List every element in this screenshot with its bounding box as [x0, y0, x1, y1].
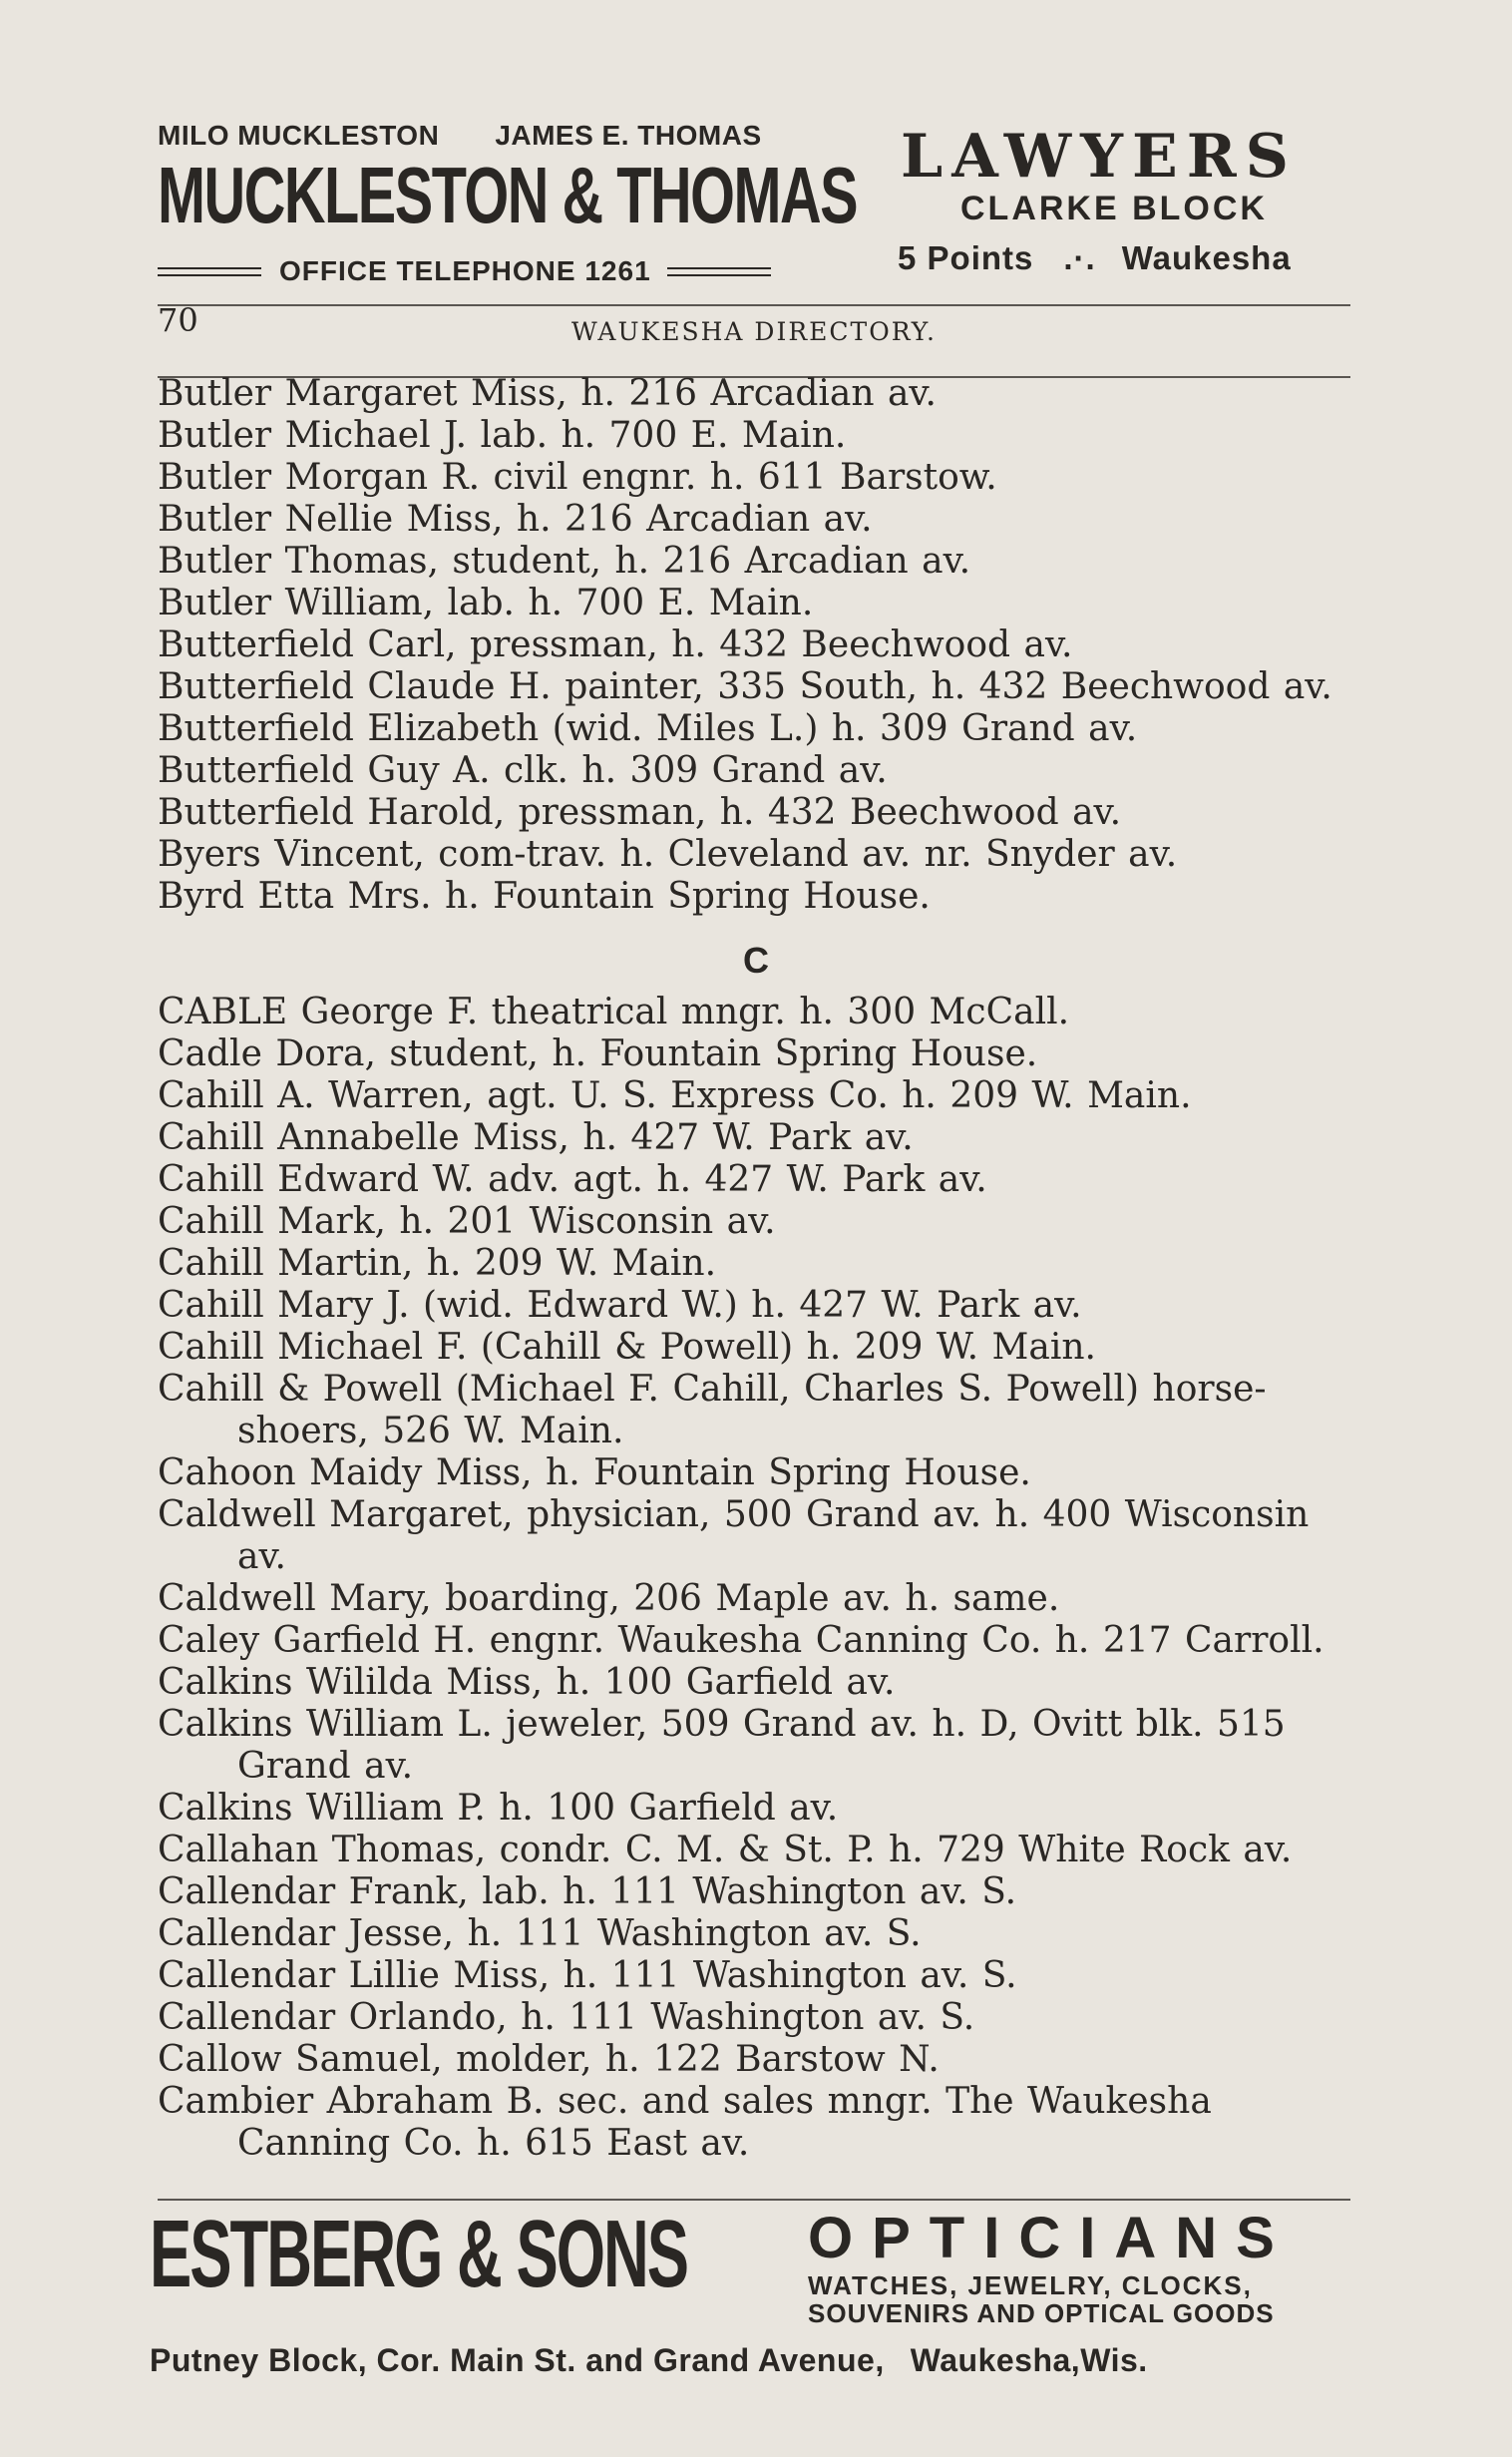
- firm-location: [898, 239, 1292, 277]
- directory-entry: Butler Nellie Miss, h. 216 Arcadian av.: [158, 499, 873, 540]
- directory-entry: Cahill Annabelle Miss, h. 427 W. Park av.: [158, 1117, 914, 1158]
- directory-entry: Calkins William P. h. 100 Garfield av.: [158, 1788, 839, 1829]
- directory-entry: Callow Samuel, molder, h. 122 Barstow N.: [158, 2039, 940, 2080]
- directory-entry: Butler Morgan R. civil engnr. h. 611 Barstow.: [158, 457, 997, 498]
- directory-entry: Butler Margaret Miss, h. 216 Arcadian av.: [158, 373, 937, 414]
- directory-entry: Caley Garfield H. engnr. Waukesha Canning Co. h. 217 Carroll.: [158, 1620, 1324, 1661]
- directory-entry: Calkins Wililda Miss, h. 100 Garfield av.: [158, 1662, 896, 1703]
- directory-entry: Butler Michael J. lab. h. 700 E. Main.: [158, 415, 847, 456]
- profession-heading: LAWYERS: [901, 122, 1298, 192]
- directory-entry: Callendar Orlando, h. 111 Washington av. S.: [158, 1997, 975, 2038]
- partner-names: [158, 120, 762, 152]
- directory-entry: Cahill Mary J. (wid. Edward W.) h. 427 W. Park av.: [158, 1285, 1082, 1326]
- directory-entry: Callendar Frank, lab. h. 111 Washington av. S.: [158, 1871, 1017, 1912]
- directory-entry: Cahill Michael F. (Cahill & Powell) h. 209 W. Main.: [158, 1327, 1096, 1368]
- decorative-rule: [158, 267, 261, 276]
- directory-entry: Cahill Mark, h. 201 Wisconsin av.: [158, 1201, 776, 1242]
- phone-row: [158, 247, 846, 295]
- office-telephone: OFFICE TELEPHONE 1261: [279, 255, 651, 286]
- section-b-entries: [158, 373, 1354, 918]
- directory-entry: Butler William, lab. h. 700 E. Main.: [158, 583, 814, 623]
- partner-name: JAMES E. THOMAS: [495, 120, 762, 151]
- directory-entry: Butterfield Guy A. clk. h. 309 Grand av.: [158, 750, 888, 791]
- section-c-entries: [158, 992, 1354, 2165]
- section-letter: C: [743, 940, 769, 981]
- directory-entry: Cahoon Maidy Miss, h. Fountain Spring House.: [158, 1452, 1031, 1493]
- city-text: Waukesha: [1121, 239, 1292, 276]
- directory-entry: Cahill & Powell (Michael F. Cahill, Charles S. Powell) horse-shoers, 526 W. Main.: [158, 1369, 1267, 1451]
- directory-entry: Byrd Etta Mrs. h. Fountain Spring House.: [158, 876, 931, 917]
- goods-line: WATCHES, JEWELRY, CLOCKS,: [808, 2270, 1253, 2300]
- location-text: 5 Points: [898, 239, 1034, 276]
- directory-entry: Cambier Abraham B. sec. and sales mngr. The Waukesha Canning Co. h. 615 East av.: [158, 2081, 1212, 2164]
- directory-entry: Cahill Edward W. adv. agt. h. 427 W. Park av.: [158, 1159, 987, 1200]
- directory-entry: Callendar Lillie Miss, h. 111 Washington av. S.: [158, 1955, 1017, 1996]
- directory-entry: Callahan Thomas, condr. C. M. & St. P. h. 729 White Rock av.: [158, 1830, 1293, 1870]
- street-address: Putney Block, Cor. Main St. and Grand Avenue,: [150, 2342, 885, 2378]
- directory-entry: Caldwell Margaret, physician, 500 Grand av. h. 400 Wisconsin av.: [158, 1494, 1310, 1577]
- directory-listing: [158, 373, 1354, 2165]
- partner-name: MILO MUCKLESTON: [158, 120, 440, 151]
- goods-line: SOUVENIRS AND OPTICAL GOODS: [808, 2298, 1275, 2328]
- building-name: CLARKE BLOCK: [960, 190, 1268, 227]
- directory-entry: Butterfield Elizabeth (wid. Miles L.) h. 309 Grand av.: [158, 708, 1138, 749]
- directory-entry: CABLE George F. theatrical mngr. h. 300 McCall.: [158, 992, 1070, 1032]
- directory-entry: Cahill A. Warren, agt. U. S. Express Co. h. 209 W. Main.: [158, 1075, 1192, 1116]
- law-firm-name: MUCKLESTON & THOMAS: [158, 151, 858, 239]
- directory-entry: Cahill Martin, h. 209 W. Main.: [158, 1243, 717, 1284]
- profession-heading: OPTICIANS: [808, 2206, 1294, 2270]
- page-number: 70: [158, 301, 198, 339]
- directory-entry: Cadle Dora, student, h. Fountain Spring House.: [158, 1033, 1038, 1074]
- lawyers-advertisement: [158, 112, 1350, 291]
- separator-glyph: .·.: [1063, 239, 1096, 276]
- page-title: WAUKESHA DIRECTORY.: [570, 317, 937, 346]
- directory-entry: Butterfield Claude H. painter, 335 South, h. 432 Beechwood av.: [158, 666, 1332, 707]
- directory-entry: Butterfield Carl, pressman, h. 432 Beechwood av.: [158, 624, 1073, 665]
- opticians-advertisement: [150, 2195, 1356, 2384]
- directory-entry: Caldwell Mary, boarding, 206 Maple av. h. same.: [158, 1578, 1060, 1619]
- optician-address: [150, 2342, 1148, 2379]
- decorative-rule: [667, 267, 771, 276]
- city-text: Waukesha,Wis.: [910, 2342, 1148, 2378]
- directory-entry: Calkins William L. jeweler, 509 Grand av. h. D, Ovitt blk. 515 Grand av.: [158, 1704, 1286, 1787]
- directory-entry: Callendar Jesse, h. 111 Washington av. S.: [158, 1913, 922, 1954]
- directory-entry: Butterfield Harold, pressman, h. 432 Beechwood av.: [158, 792, 1122, 833]
- directory-entry: Butler Thomas, student, h. 216 Arcadian av.: [158, 541, 971, 582]
- directory-entry: Byers Vincent, com-trav. h. Cleveland av. nr. Snyder av.: [158, 834, 1178, 875]
- optician-firm-name: ESTBERG & SONS: [150, 2201, 688, 2307]
- page-header: [158, 301, 1350, 353]
